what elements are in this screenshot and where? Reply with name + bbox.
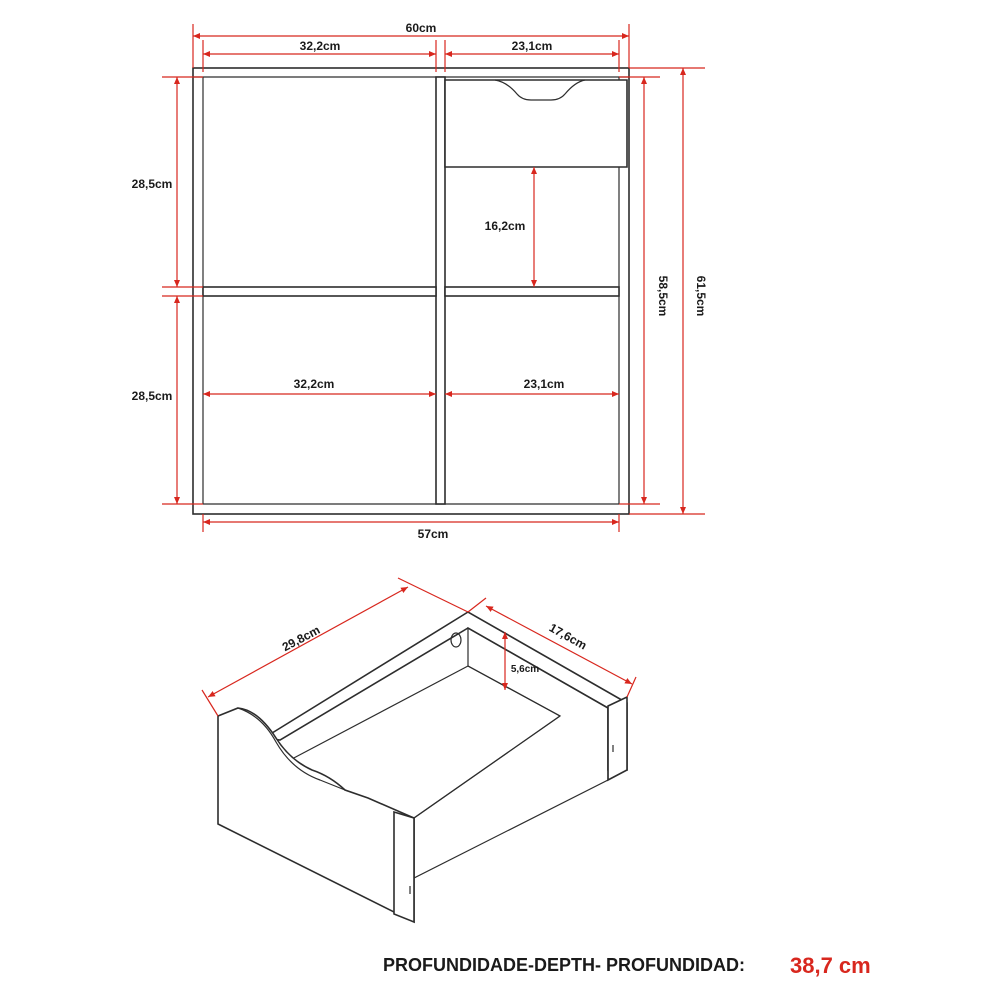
depth-label: PROFUNDIDADE-DEPTH- PROFUNDIDAD: xyxy=(383,955,745,975)
drawer-isometric-view xyxy=(218,612,627,922)
dim-right-bay-width-bottom: 23,1cm xyxy=(523,377,565,391)
drawer-front-panel xyxy=(218,708,414,922)
dim-left-bay-width-top: 32,2cm xyxy=(299,39,341,53)
left-shelf xyxy=(203,287,436,296)
dim-ext-line xyxy=(627,677,636,697)
right-shelf xyxy=(445,287,619,296)
cabinet-front-view xyxy=(193,68,629,514)
dim-ext-line xyxy=(398,578,468,612)
dim-right-niche-height: 16,2cm xyxy=(484,219,526,233)
dim-inner-width: 57cm xyxy=(417,527,449,541)
dim-left-bottom-height: 28,5cm xyxy=(131,389,173,403)
dim-left-bay-width-bottom: 32,2cm xyxy=(293,377,335,391)
dim-inner-height: 58,5cm xyxy=(656,275,670,317)
dim-ext-line xyxy=(468,598,486,612)
dim-drawer-length: 29,8cm xyxy=(279,622,323,655)
drawer-right-side-edge xyxy=(608,697,627,780)
dim-left-top-height: 28,5cm xyxy=(131,177,173,191)
dim-right-bay-width-top: 23,1cm xyxy=(511,39,553,53)
central-divider xyxy=(436,77,445,504)
dim-total-height: 61,5cm xyxy=(694,275,708,317)
drawer-front xyxy=(445,80,627,167)
dim-total-width: 60cm xyxy=(405,21,437,35)
dim-ext-line xyxy=(202,690,218,716)
depth-value: 38,7 cm xyxy=(790,953,871,978)
drawer-inner-floor-edge xyxy=(414,716,560,818)
dim-drawer-width: 17,6cm xyxy=(546,620,590,653)
drawer-front-panel-edge xyxy=(394,812,414,922)
dim-drawer-height: 5,6cm xyxy=(510,664,540,675)
